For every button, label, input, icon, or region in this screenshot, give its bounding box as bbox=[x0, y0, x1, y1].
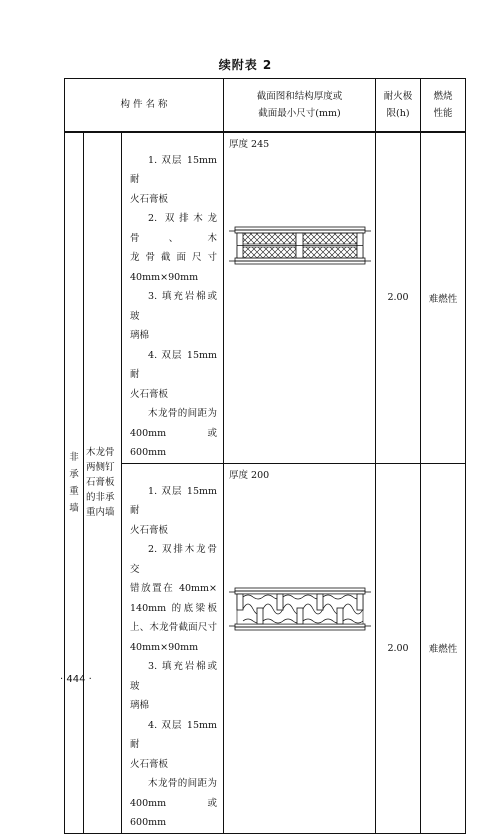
subcategory-cell: 木龙骨 两侧钉 石膏板 的非承 重内墙 bbox=[84, 132, 122, 834]
fire-resistance-table bbox=[64, 78, 466, 834]
row-2-section-figure bbox=[224, 463, 376, 833]
table-title: 续附表 2 bbox=[218, 58, 273, 72]
row-1-section-figure bbox=[224, 132, 376, 464]
row-2-description: 1. 双层 15mm 耐 火石膏板 2. 双排木龙骨交 错放置在 40mm× 140mm 的底梁板 上、木龙骨截面尺寸 40mm×90mm 3. 填充岩棉或玻 璃棉 4. 双层 15mm 耐 火石膏板 木龙骨的间距为 400mm 或 600mm bbox=[122, 463, 224, 833]
wall-section-200 bbox=[224, 582, 376, 642]
wall-section-245 bbox=[224, 219, 376, 279]
category-label: 非 承 重 墙 bbox=[69, 451, 79, 514]
row-2-fire-limit: 2.00 bbox=[376, 463, 421, 833]
row-2-thickness: 厚度 200 bbox=[229, 469, 270, 481]
header-section: 截面图和结构厚度或 截面最小尺寸(mm) bbox=[224, 79, 376, 132]
category-cell bbox=[65, 132, 84, 834]
row-1-description: 1. 双层 15mm 耐 火石膏板 2. 双排木龙骨、木 龙 骨 截 面 尺 寸 40mm×90mm 3. 填充岩棉或玻 璃棉 4. 双层 15mm 耐 火石膏板 木龙骨的间距为 400mm 或 600mm bbox=[122, 132, 224, 464]
page-number: · 444 · bbox=[60, 674, 92, 685]
row-1-fire-limit: 2.00 bbox=[376, 132, 421, 464]
row-2-combustion: 难燃性 bbox=[421, 463, 466, 833]
header-combustion: 燃烧 性能 bbox=[421, 79, 466, 132]
row-1-thickness: 厚度 245 bbox=[229, 138, 270, 150]
header-fire-limit: 耐火极 限(h) bbox=[376, 79, 421, 132]
row-1-combustion: 难燃性 bbox=[421, 132, 466, 464]
header-component-name: 构 件 名 称 bbox=[65, 79, 224, 132]
